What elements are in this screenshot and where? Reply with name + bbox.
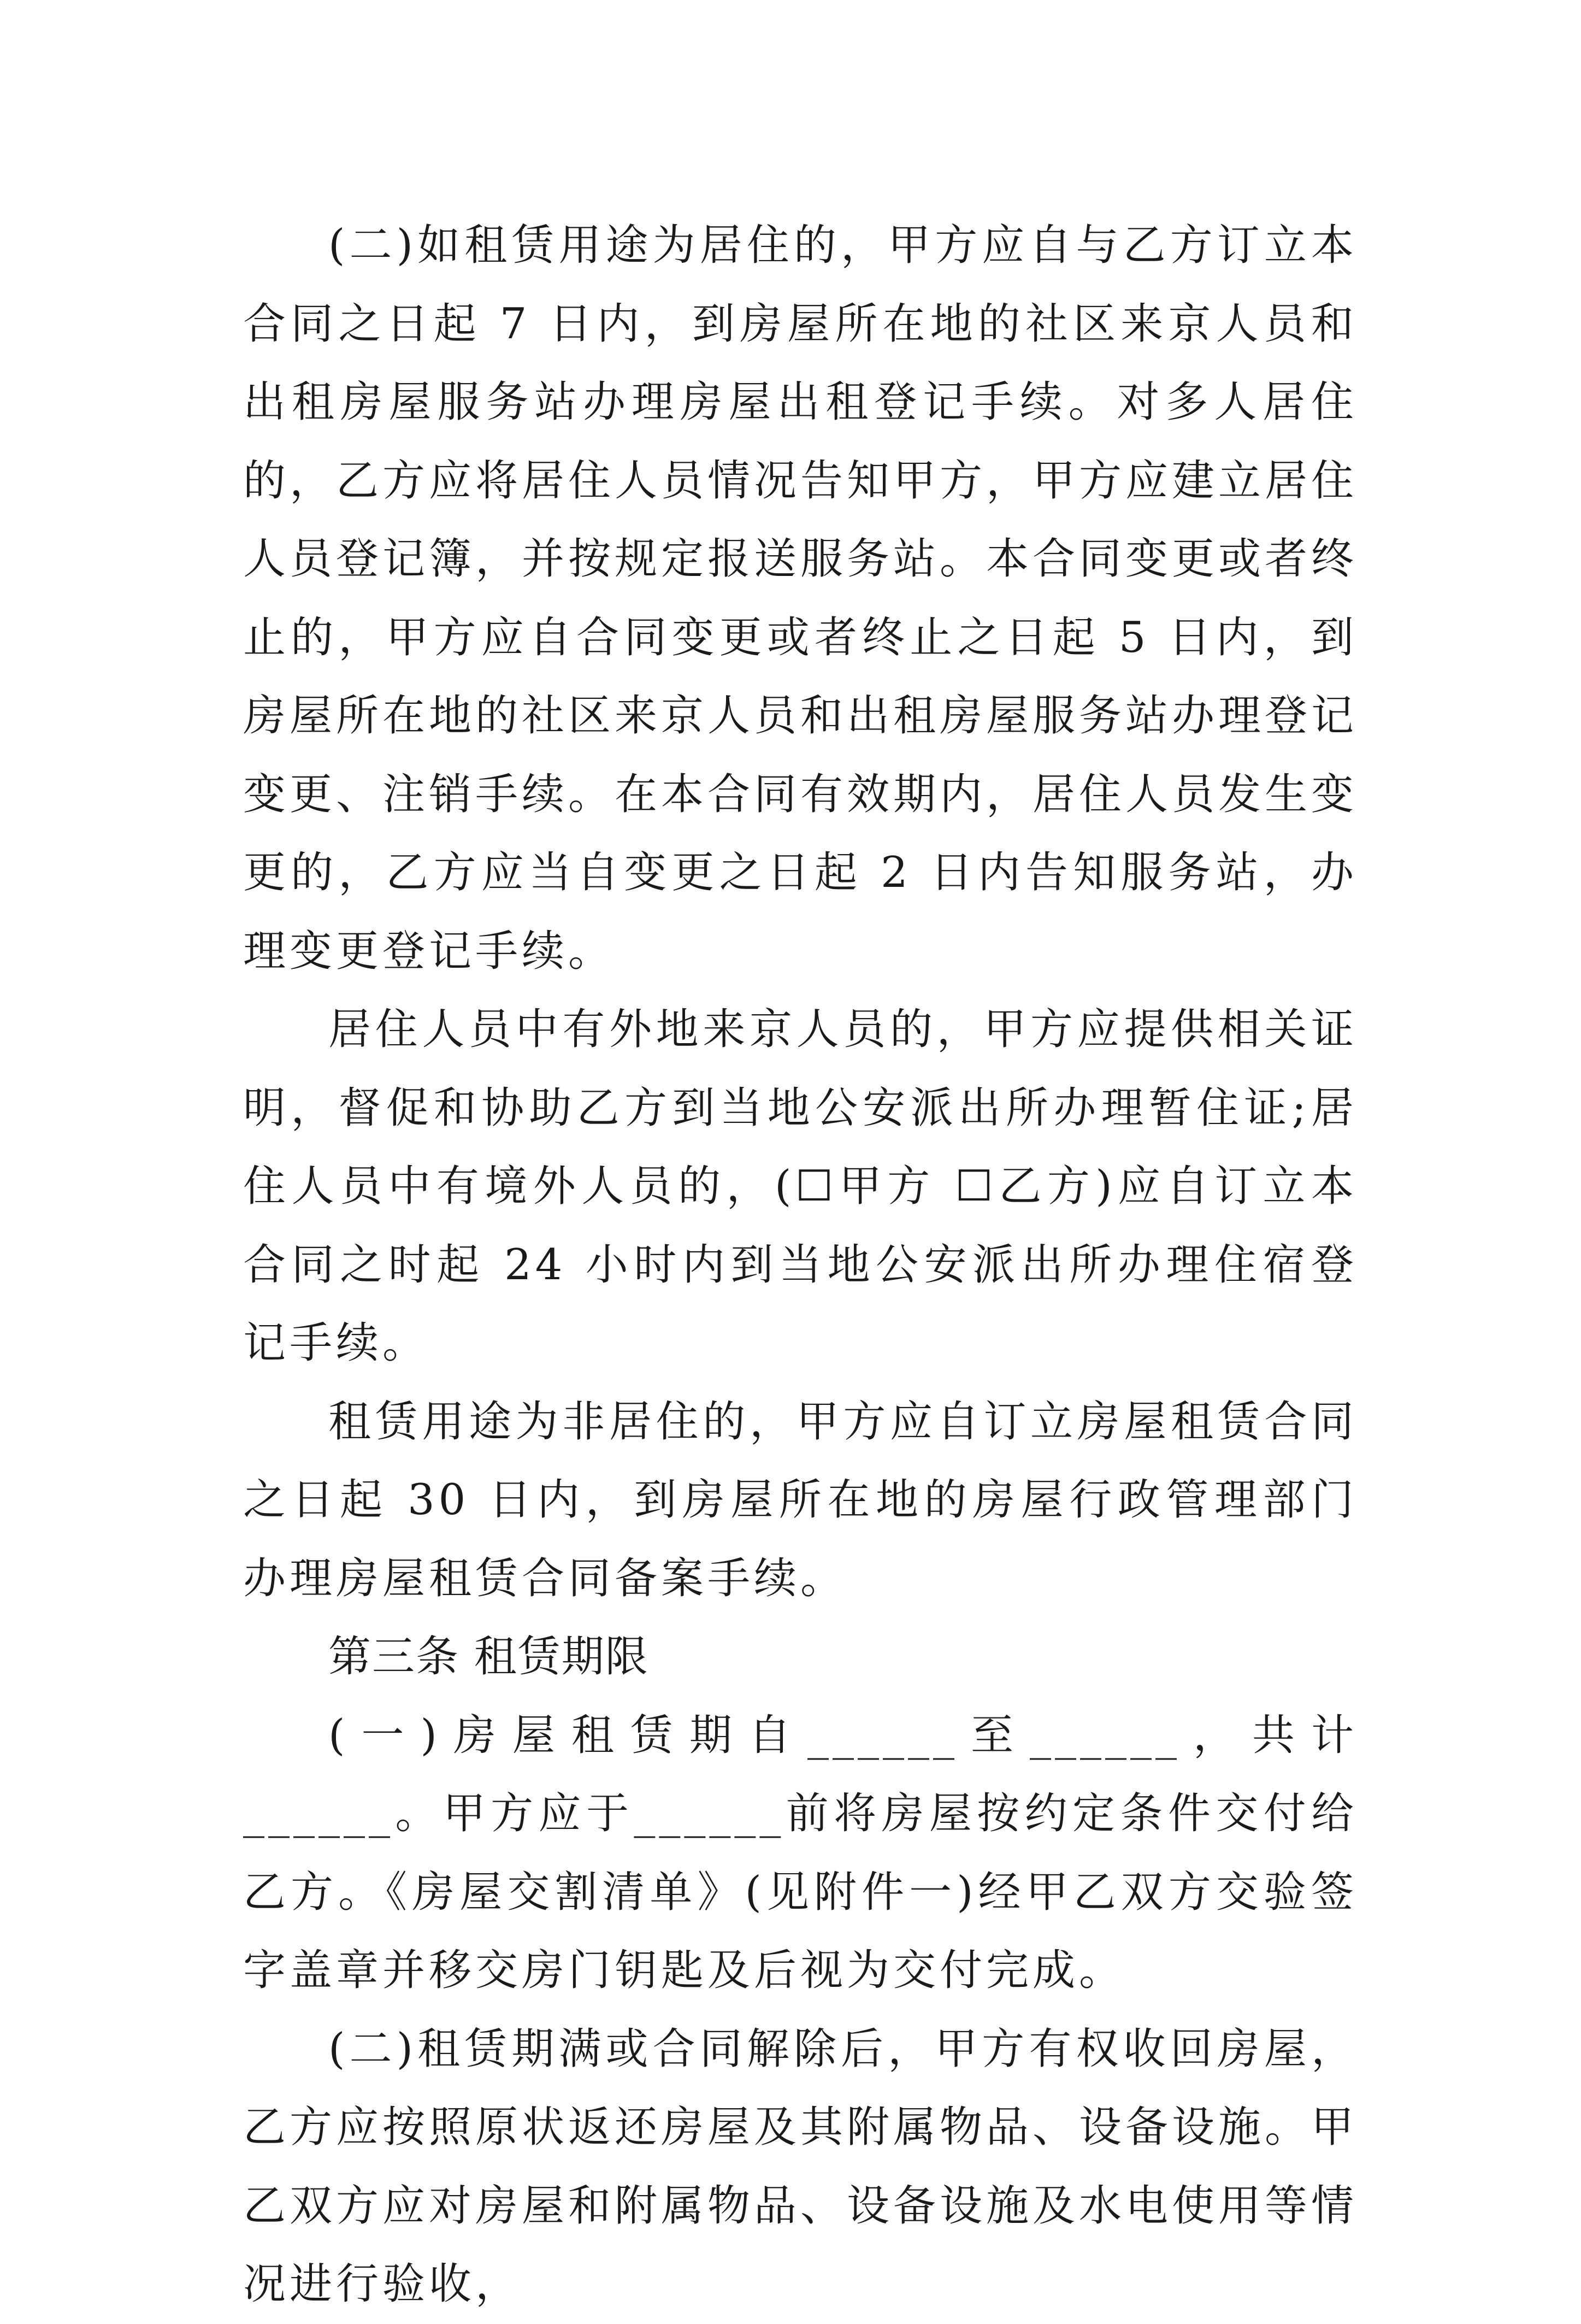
document-body xyxy=(243,207,1358,2324)
paragraph-lease-period: (一)房屋租赁期自______至______，共计______。甲方应于______前将房屋按约定条件交付给乙方。《房屋交割清单》(见附件一)经甲乙双方交验签字盖章并移交房门钥匙及后视为交付完成。 xyxy=(243,1710,1358,1995)
paragraph-lease-expiry: (二)租赁期满或合同解除后，甲方有权收回房屋，乙方应按照原状返还房屋及其附属物品、设备设施。甲乙双方应对房屋和附属物品、设备设施及水电使用等情况进行验收， xyxy=(243,2024,1358,2309)
paragraph-registration-residential: (二)如租赁用途为居住的，甲方应自与乙方订立本合同之日起 7 日内，到房屋所在地的社区来京人员和出租房屋服务站办理房屋出租登记手续。对多人居住的，乙方应将居住人员情况告知甲方，甲方应建立居住人员登记簿，并按规定报送服务站。本合同变更或者终止的，甲方应自合同变更或者终止之日起 5 日内，到房屋所在地的社区来京人员和出租房屋服务站办理登记变更、注销手续。在本合同有效期内，居住人员发生变更的，乙方应当自变更之日起 2 日内告知服务站，办理变更登记手续。 xyxy=(243,221,1358,976)
section-heading-lease-term: 第三条 租赁期限 xyxy=(328,1632,649,1681)
paragraph-nonlocal-residents: 居住人员中有外地来京人员的，甲方应提供相关证明，督促和协助乙方到当地公安派出所办理暂住证;居住人员中有境外人员的，(☐甲方 ☐乙方)应自订立本合同之时起 24 小时内到当地公安派出所办理住宿登记手续。 xyxy=(243,1005,1358,1368)
paragraph-nonresidential-filing: 租赁用途为非居住的，甲方应自订立房屋租赁合同之日起 30 日内，到房屋所在地的房屋行政管理部门办理房屋租赁合同备案手续。 xyxy=(243,1397,1358,1603)
